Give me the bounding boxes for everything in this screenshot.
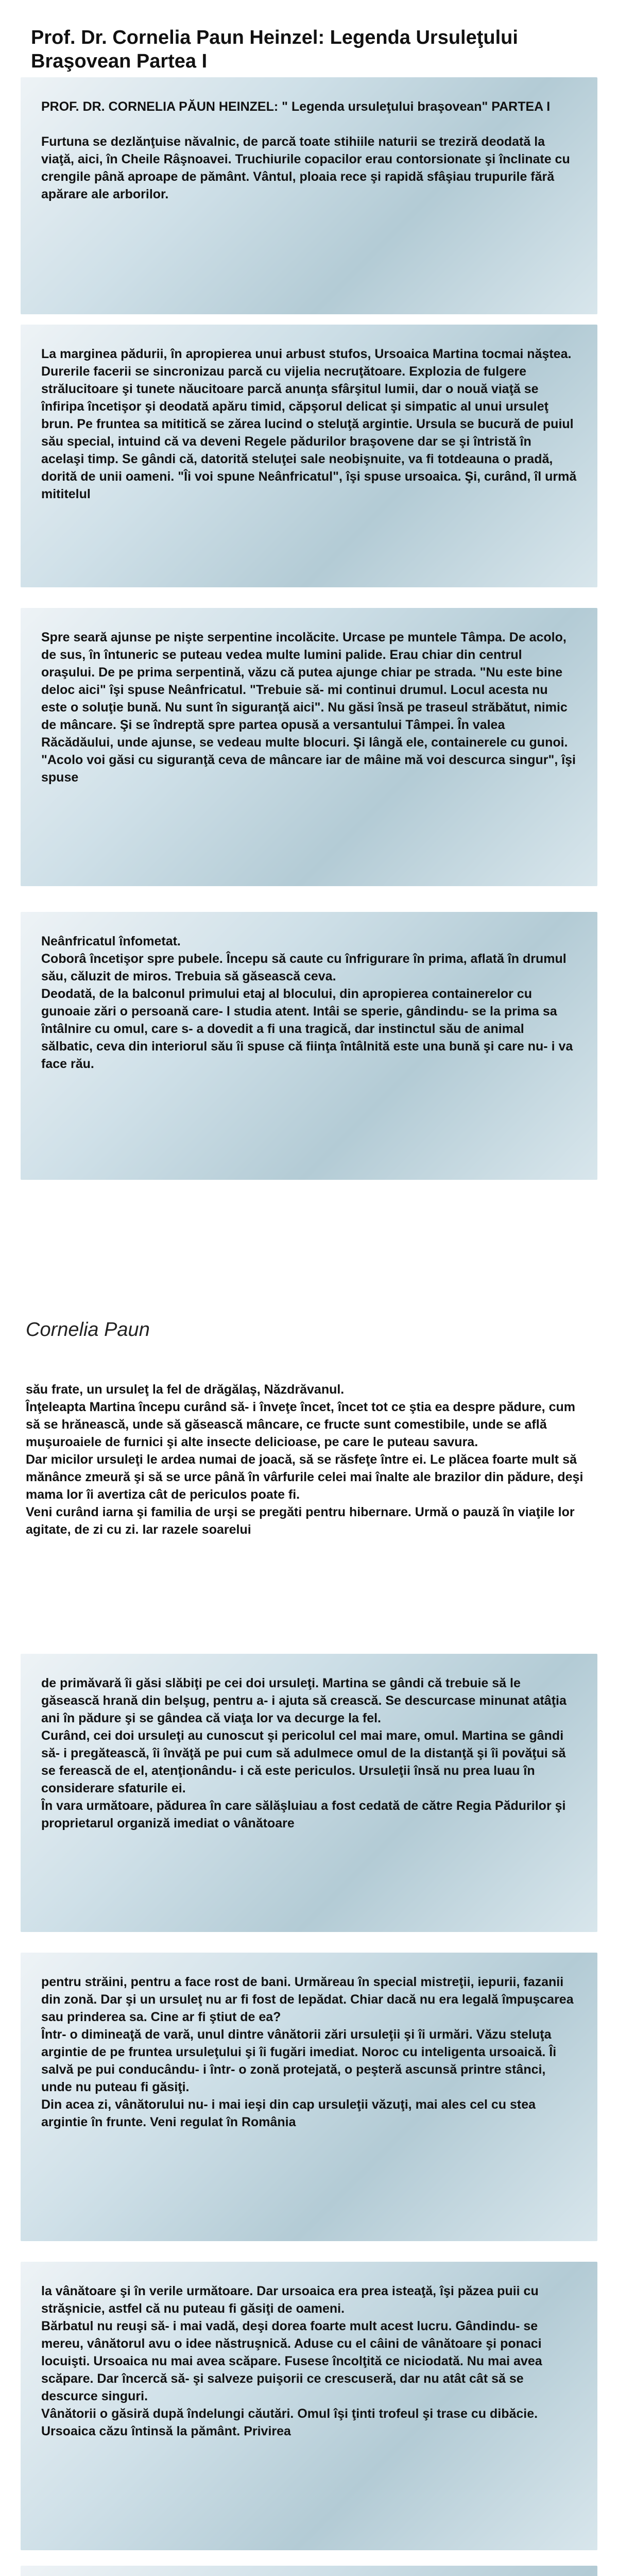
content-block <box>21 1953 597 2241</box>
page-title: Prof. Dr. Cornelia Paun Heinzel: Legenda Ursuleţului Braşovean Partea I <box>31 27 518 72</box>
content-block <box>21 608 597 886</box>
header-block <box>21 77 597 314</box>
content-block-text: La marginea pădurii, în apropierea unui arbust stufos, Ursoaica Martina tocmai năştea. Durerile facerii se sincronizau parcă cu vijelia necruţătoare. Explozia de fulgere strălucitoare şi tunete năucitoare parcă anunţa sfârşitul lumii, dar o nouă viaţă se înfiripa încetişor şi deodată apăru timid, căpşorul delicat şi simpatic al unui ursuleţ brun. Pe fruntea sa mititică se zărea lucind o steluţă argintie. Ursula se bucură de puiul său special, intuind că va deveni Regele pădurilor braşovene dar se şi întristă în acelaşi timp. Se gândi că, datorită steluţei sale neobişnuite, va fi totdeauna o pradă, dorită de unii oameni. "Îi voi spune Neânfricatul", îşi spuse ursoaica. Şi, curând, îl urmă mititelul <box>41 347 577 501</box>
header-block-text: PROF. DR. CORNELIA PĂUN HEINZEL: " Legenda ursuleţului braşovean" PARTEA I Furtuna se dezlănţuise năvalnic, de parcă toate stihiile naturii se treziră deodată la viaţă, aici, în Cheile Râşnoavei. Truchiurile copacilor erau contorsionate şi înclinate cu crengile până aproape de pământ. Vântul, ploaia rece şi rapidă sfâşiau trupurile fără apărare ale arborilor. <box>41 99 570 201</box>
content-block <box>21 2262 597 2550</box>
author-heading: Cornelia Paun <box>26 1319 150 1341</box>
content-block-text: de primăvară îi găsi slăbiţi pe cei doi ursuleţi. Martina se gândi că trebuie să le găsească hrană din belşug, pentru a- i ajuta să crească. Se descurcase minunat atâţia ani în pădure şi se gândea că viaţa lor va decurge la fel. Curând, cei doi ursuleţi au cunoscut şi pericolul cel mai mare, omul. Martina se gândi să- i pregătească, îi învăţă pe pui cum să adulmece omul de la distanţă şi îi povăţui să se ferească de el, atenţionându- i că este periculos. Ursuleţii însă nu prea luau în considerare sfaturile ei. În vara următoare, pădurea în care sălăşluiau a fost cedată de către Regia Pădurilor şi proprietarul organiză imediat o vânătoare <box>41 1676 566 1831</box>
content-block-text: Spre seară ajunse pe nişte serpentine incolăcite. Urcase pe muntele Tâmpa. De acolo, de sus, în întuneric se puteau vedea multe lumini palide. Erau chiar din centrul oraşului. De pe prima serpentină, văzu că putea ajunge chiar pe strada. "Nu este bine deloc aici" îşi spuse Neânfricatul. "Trebuie să- mi continui drumul. Locul acesta nu este o soluţie bună. Nu sunt în siguranţă aici". Nu găsi însă pe traseul străbătut, nimic de mâncare. Şi se îndreptă spre partea opusă a versantului Tâmpei. În valea Răcădăului, unde ajunse, se vedeau multe blocuri. Şi lângă ele, containerele cu gunoi. "Acolo voi găsi cu siguranţă ceva de mâncare iar de mâine mă voi descurca singur", îşi spuse <box>41 630 576 785</box>
content-block <box>21 325 597 587</box>
content-block <box>21 1654 597 1932</box>
content-block-text: la vânătoare şi în verile următoare. Dar ursoaica era prea isteaţă, îşi păzea puii cu străşnicie, astfel că nu puteau fi găsiţi de oameni. Bărbatul nu reuşi să- i mai vadă, deşi dorea foarte mult acest lucru. Gândindu- se mereu, vânătorul avu o idee năstruşnică. Aduse cu el câini de vânătoare şi ponaci locuişti. Ursoaica nu mai avea scăpare. Fusese încolţită ce niciodată. Nu mai avea scăpare. Dar încercă să- şi salveze puişorii ce crescuseră, dar nu atât cât să se descurce singuri. Vânătorii o găsiră după îndelungi căutări. Omul îşi ţinti trofeul şi trase cu dibăcie. Ursoaica căzu întinsă la pământ. Privirea <box>41 2284 542 2438</box>
content-block <box>21 912 597 1180</box>
content-block-text: pentru străini, pentru a face rost de bani. Urmăreau în special mistreţii, iepurii, fazanii din zonă. Dar şi un ursuleţ nu ar fi fost de lepădat. Chiar dacă nu era legală împuşcarea sau prinderea sa. Cine ar fi ştiut de ea? Într- o dimineaţă de vară, unul dintre vânătorii zări ursuleţii şi îi urmări. Văzu steluţa argintie de pe fruntea ursuleţului şi îi fugări imediat. Noroc cu inteligenta ursoaică. Îi salvă pe pui conducându- i într- o zonă protejată, o peşteră ascunsă printre stânci, unde nu puteau fi găsiţi. Din acea zi, vânătorului nu- i mai ieşi din cap ursuleţii văzuţi, mai ales cel cu stea argintie în frunte. Veni regulat în România <box>41 1975 574 2129</box>
story-section: său frate, un ursuleţ la fel de drăgălaş, Năzdrăvanul. Înţeleapta Martina începu curând să- i înveţe încet, încet tot ce ştia ea despre pădure, cum să se hrănească, unde să găsească mâncare, ce fructe sunt comestibile, unde se află muşuroaiele de furnici şi alte insecte delicioase, pe care le puteau savura. Dar micilor ursuleţi le ardea numai de joacă, să se răsfeţe între ei. Le plăcea foarte mult să mănânce zmeură şi să se urce până în vârfurile celei mai înalte ale brazilor din pădure, deşi mama lor îi avertiza cât de periculos poate fi. Veni curând iarna şi familia de urşi se pregăti pentru hibernare. Urmă o pauză în viaţile lor agitate, de zi cu zi. Iar razele soarelui <box>26 1382 583 1537</box>
content-block <box>21 2566 597 2576</box>
content-block-text: Neânfricatul înfometat. Coborâ încetişor spre pubele. Începu să caute cu înfrigurare în prima, aflată în drumul său, căluzit de miros. Trebuia să găsească ceva. Deodată, de la balconul primului etaj al blocului, din apropierea containerelor cu gunoaie zări o persoană care- l studia atent. Intâi se sperie, gândindu- se la prima sa întâlnire cu omul, care s- a dovedit a fi una tragică, dar instinctul său de animal sălbatic, ceva din interiorul său îi spuse că fiinţa întâlnită este una bună şi care nu- i va face rău. <box>41 934 573 1071</box>
